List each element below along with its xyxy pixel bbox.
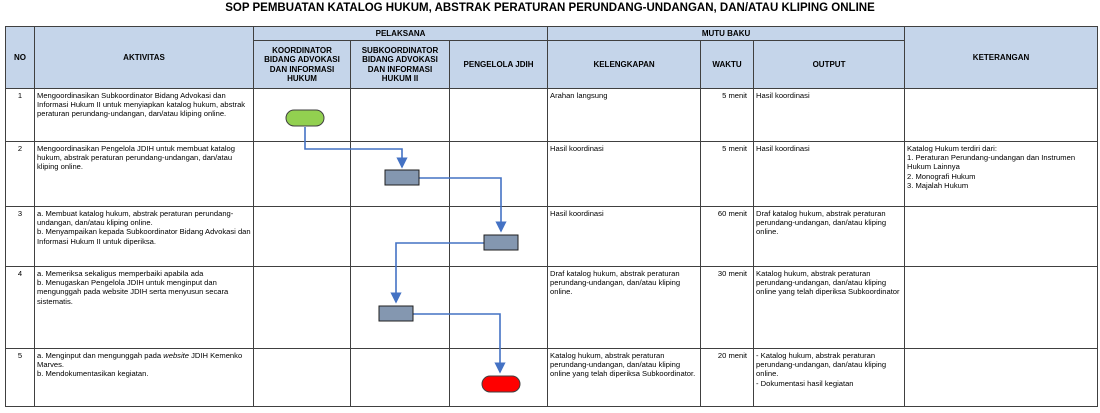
row-aktivitas: Mengoordinasikan Pengelola JDIH untuk membuat katalog hukum, abstrak peraturan perundang-undangan, dan/atau kliping online. [35,142,254,207]
cell-subkoordinator [351,142,450,207]
aktivitas-a-suffix: JDIH Kemenko Marves. [37,351,243,370]
cell-koordinator [254,349,351,407]
header-pelaksana: PELAKSANA [254,27,548,41]
row-kelengkapan: Hasil koordinasi [548,142,701,207]
row-output: Draf katalog hukum, abstrak peraturan perundang-undangan, dan/atau kliping online. [754,207,905,267]
row-keterangan [905,267,1098,349]
row-no: 4 [6,267,35,349]
header-mutu-baku: MUTU BAKU [548,27,905,41]
header-no: NO [6,27,35,89]
cell-pengelola [450,142,548,207]
row-aktivitas: Mengoordinasikan Subkoordinator Bidang Advokasi dan Informasi Hukum II untuk menyiapkan katalog hukum, abstrak peraturan perundang-undangan, dan/atau kliping online. [35,89,254,142]
table-row [6,89,1098,142]
header-output: OUTPUT [754,41,905,89]
row-waktu: 60 menit [701,207,754,267]
aktivitas-b: b. Mendokumentasikan kegiatan. [37,369,149,379]
header-aktivitas: AKTIVITAS [35,27,254,89]
cell-subkoordinator [351,349,450,407]
cell-koordinator [254,267,351,349]
row-aktivitas: a. Memeriksa sekaligus memperbaiki apabila ada b. Menugaskan Pengelola JDIH untuk menginput dan mengunggah pada website JDIH serta menyusun secara sistematis. [35,267,254,349]
table-row [6,267,1098,349]
header-keterangan: KETERANGAN [905,27,1098,89]
row-no: 2 [6,142,35,207]
row-aktivitas [35,349,254,407]
row-no: 5 [6,349,35,407]
cell-koordinator [254,142,351,207]
row-kelengkapan: Draf katalog hukum, abstrak peraturan perundang-undangan, dan/atau kliping online. [548,267,701,349]
row-output: Hasil koordinasi [754,89,905,142]
row-kelengkapan: Arahan langsung [548,89,701,142]
aktivitas-a-prefix: a. Menginput dan mengunggah pada [37,351,164,360]
row-output: Katalog hukum, abstrak peraturan perundang-undangan, dan/atau kliping online yang telah diperiksa Subkoordinator [754,267,905,349]
cell-pengelola [450,267,548,349]
cell-pengelola [450,89,548,142]
table-row [6,142,1098,207]
table-row [6,207,1098,267]
header-pengelola: PENGELOLA JDIH [450,41,548,89]
row-no: 1 [6,89,35,142]
header-waktu: WAKTU [701,41,754,89]
row-waktu: 20 menit [701,349,754,407]
row-kelengkapan: Katalog hukum, abstrak peraturan perundang-undangan, dan/atau kliping online yang telah diperiksa Subkoordinator. [548,349,701,407]
cell-subkoordinator [351,89,450,142]
row-keterangan [905,207,1098,267]
row-kelengkapan: Hasil koordinasi [548,207,701,267]
header-koordinator: KOORDINATOR BIDANG ADVOKASI DAN INFORMASI HUKUM [254,41,351,89]
header-subkoordinator: SUBKOORDINATOR BIDANG ADVOKASI DAN INFORMASI HUKUM II [351,41,450,89]
header-kelengkapan: KELENGKAPAN [548,41,701,89]
page-title: SOP PEMBUATAN KATALOG HUKUM, ABSTRAK PERATURAN PERUNDANG-UNDANGAN, DAN/ATAU KLIPING ONLINE [225,2,875,14]
cell-subkoordinator [351,207,450,267]
row-output: - Katalog hukum, abstrak peraturan perundang-undangan, dan/atau kliping online. - Dokumentasi hasil kegiatan [754,349,905,407]
cell-koordinator [254,207,351,267]
table-row [6,349,1098,407]
row-waktu: 5 menit [701,142,754,207]
row-no: 3 [6,207,35,267]
row-waktu: 30 menit [701,267,754,349]
aktivitas-a-italic: website [163,351,189,360]
row-keterangan [905,89,1098,142]
cell-koordinator [254,89,351,142]
cell-pengelola [450,349,548,407]
row-waktu: 5 menit [701,89,754,142]
cell-pengelola [450,207,548,267]
row-output: Hasil koordinasi [754,142,905,207]
sop-table [5,26,1098,407]
row-keterangan: Katalog Hukum terdiri dari: 1. Peraturan Perundang-undangan dan Instrumen Hukum Lainnya 2. Monografi Hukum 3. Majalah Hukum [905,142,1098,207]
cell-subkoordinator [351,267,450,349]
row-aktivitas: a. Membuat katalog hukum, abstrak peraturan perundang-undangan, dan/atau kliping online. b. Menyampaikan kepada Subkoordinator Bidang Advokasi dan Informasi Hukum II untuk diperiksa. [35,207,254,267]
row-keterangan [905,349,1098,407]
